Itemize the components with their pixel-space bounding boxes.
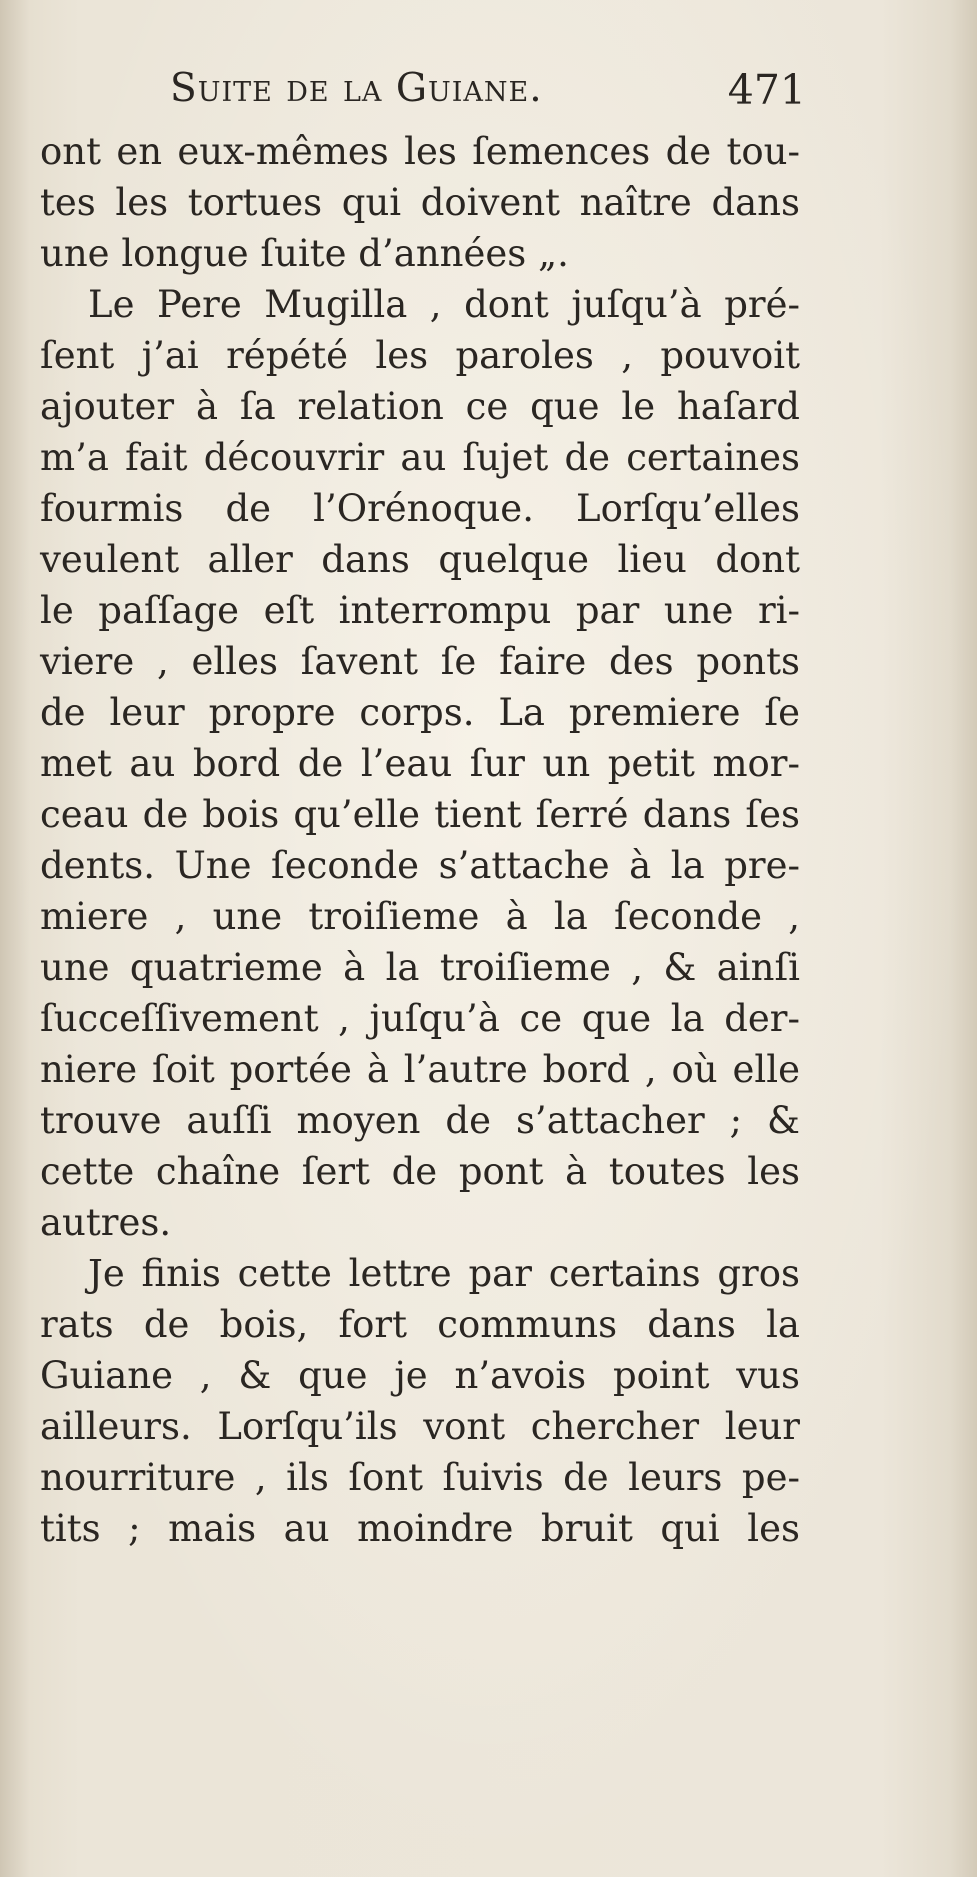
text-line: ont en eux-mêmes les ſemences de tou- <box>40 130 800 173</box>
text-line: met au bord de l’eau ſur un petit mor- <box>40 742 800 785</box>
text-line: Guiane , & que je n’avois point vus <box>40 1354 800 1397</box>
text-line: ceau de bois qu’elle tient ſerré dans ſes <box>40 793 800 836</box>
text-line: dents. Une ſeconde s’attache à la pre- <box>40 844 800 887</box>
text-line: miere , une troiſieme à la ſeconde , <box>40 895 800 938</box>
page-number: 471 <box>727 66 806 114</box>
text-line: une longue ſuite d’années „. <box>40 232 569 275</box>
running-title: Suite de la Guiane. <box>170 66 543 111</box>
text-line: fourmis de l’Orénoque. Lorſqu’elles <box>40 487 800 530</box>
text-line: ſucceſſivement , juſqu’à ce que la der- <box>40 997 800 1040</box>
text-line: Je finis cette lettre par certains gros <box>88 1252 800 1295</box>
text-line: viere , elles ſavent ſe faire des ponts <box>40 640 800 683</box>
text-line: une quatrieme à la troiſieme , & ainſi <box>40 946 800 989</box>
text-line: m’a fait découvrir au ſujet de certaines <box>40 436 800 479</box>
text-line: cette chaîne ſert de pont à toutes les <box>40 1150 800 1193</box>
text-line: niere ſoit portée à l’autre bord , où elle <box>40 1048 800 1091</box>
text-line: nourriture , ils ſont ſuivis de leurs pe- <box>40 1456 800 1499</box>
text-line: de leur propre corps. La premiere ſe <box>40 691 800 734</box>
text-line: veulent aller dans quelque lieu dont <box>40 538 800 581</box>
text-line: ſent j’ai répété les paroles , pouvoit <box>40 334 800 377</box>
text-line: le paſſage eſt interrompu par une ri- <box>40 589 800 632</box>
text-line: autres. <box>40 1201 172 1244</box>
text-line: trouve auſſi moyen de s’attacher ; & <box>40 1099 800 1142</box>
text-line: tes les tortues qui doivent naître dans <box>40 181 800 224</box>
text-line: tits ; mais au moindre bruit qui les <box>40 1507 800 1550</box>
page-header <box>170 66 806 126</box>
text-line: ajouter à ſa relation ce que le haſard <box>40 385 800 428</box>
text-line: ailleurs. Lorſqu’ils vont chercher leur <box>40 1405 800 1448</box>
body-text <box>40 126 800 1554</box>
text-line: rats de bois, fort communs dans la <box>40 1303 800 1346</box>
text-line: Le Pere Mugilla , dont juſqu’à pré- <box>88 283 800 326</box>
